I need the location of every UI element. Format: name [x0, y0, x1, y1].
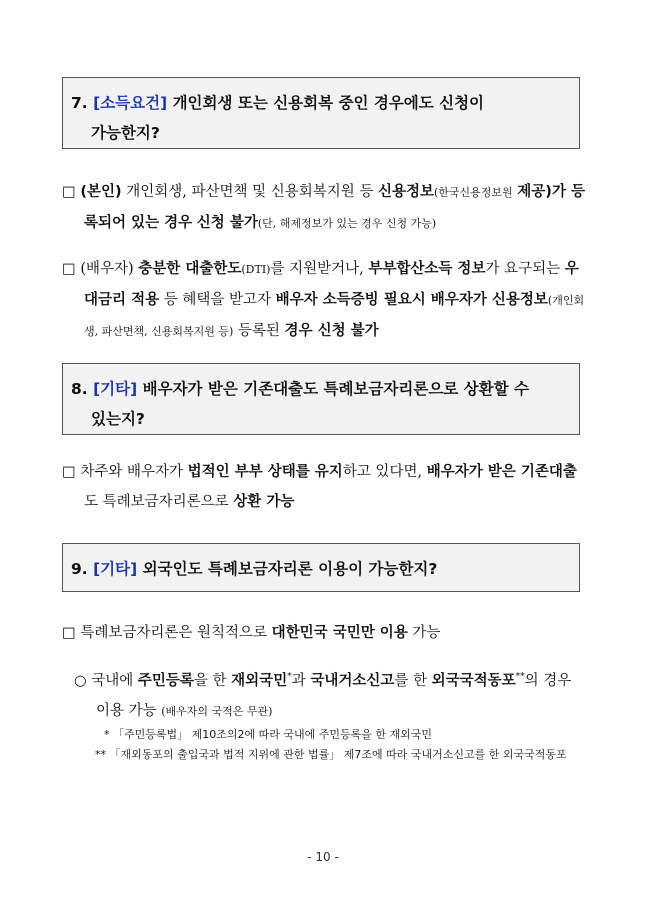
question-title-cont: 가능한지? [91, 124, 160, 142]
question-title: 배우자가 받은 기존대출도 특례보금자리론으로 상환할 수 [142, 380, 529, 398]
question-title: 외국인도 특례보금자리론 이용이 가능한지? [142, 560, 438, 578]
checkbox-bullet: □ [62, 464, 76, 480]
page-number: - 10 - [307, 850, 339, 864]
question-number: 9. [71, 560, 88, 578]
sub-paragraph: ○ 국내에 주민등록을 한 재외국민*과 국내거소신고를 한 외국국적동포**의 경우 이용 가능 (배우자의 국적은 무관) [74, 672, 572, 719]
circle-bullet: ○ [74, 672, 87, 689]
answer-paragraph: □ (본인) 개인회생, 파산면책 및 신용회복지원 등 신용정보(한국신용정보원 제공)가 등록되어 있는 경우 신청 불가(단, 해제정보가 있는 경우 신청 가능) [62, 184, 585, 231]
footnote: * 「주민등록법」 제10조의2에 따라 국내에 주민등록을 한 재외국민 [104, 728, 432, 741]
question-tag: [기타] [93, 380, 138, 398]
question-9-box [62, 543, 580, 592]
answer-paragraph: □ 차주와 배우자가 법적인 부부 상태를 유지하고 있다면, 배우자가 받은 기존대출도 특례보금자리론으로 상환 가능 [62, 464, 577, 510]
answer-paragraph: □ 특례보금자리론은 원칙적으로 대한민국 국민만 이용 가능 [62, 625, 441, 641]
question-tag: [기타] [93, 560, 138, 578]
checkbox-bullet: □ [62, 261, 76, 277]
question-title-cont: 있는지? [91, 410, 145, 428]
question-title: 개인회생 또는 신용회복 중인 경우에도 신청이 [172, 94, 485, 112]
answer-paragraph: □ (배우자) 충분한 대출한도(DTI)를 지원받거나, 부부합산소득 정보가 요구되는 우대금리 적용 등 혜택을 받고자 배우자 소득증빙 필요시 배우자가 신용정보(개인회생, 파산면책, 신용회복지원 등) 등록된 경우 신청 불가 [62, 261, 585, 339]
question-7-box [62, 77, 580, 149]
question-number: 8. [71, 380, 88, 398]
footnote: ** 「재외동포의 출입국과 법적 지위에 관한 법률」 제7조에 따라 국내거소신고를 한 외국국적동포 [95, 748, 567, 761]
checkbox-bullet: □ [62, 625, 76, 641]
question-8-box [62, 363, 580, 435]
question-tag: [소득요건] [93, 94, 168, 112]
question-number: 7. [71, 94, 88, 112]
checkbox-bullet: □ [62, 184, 76, 200]
